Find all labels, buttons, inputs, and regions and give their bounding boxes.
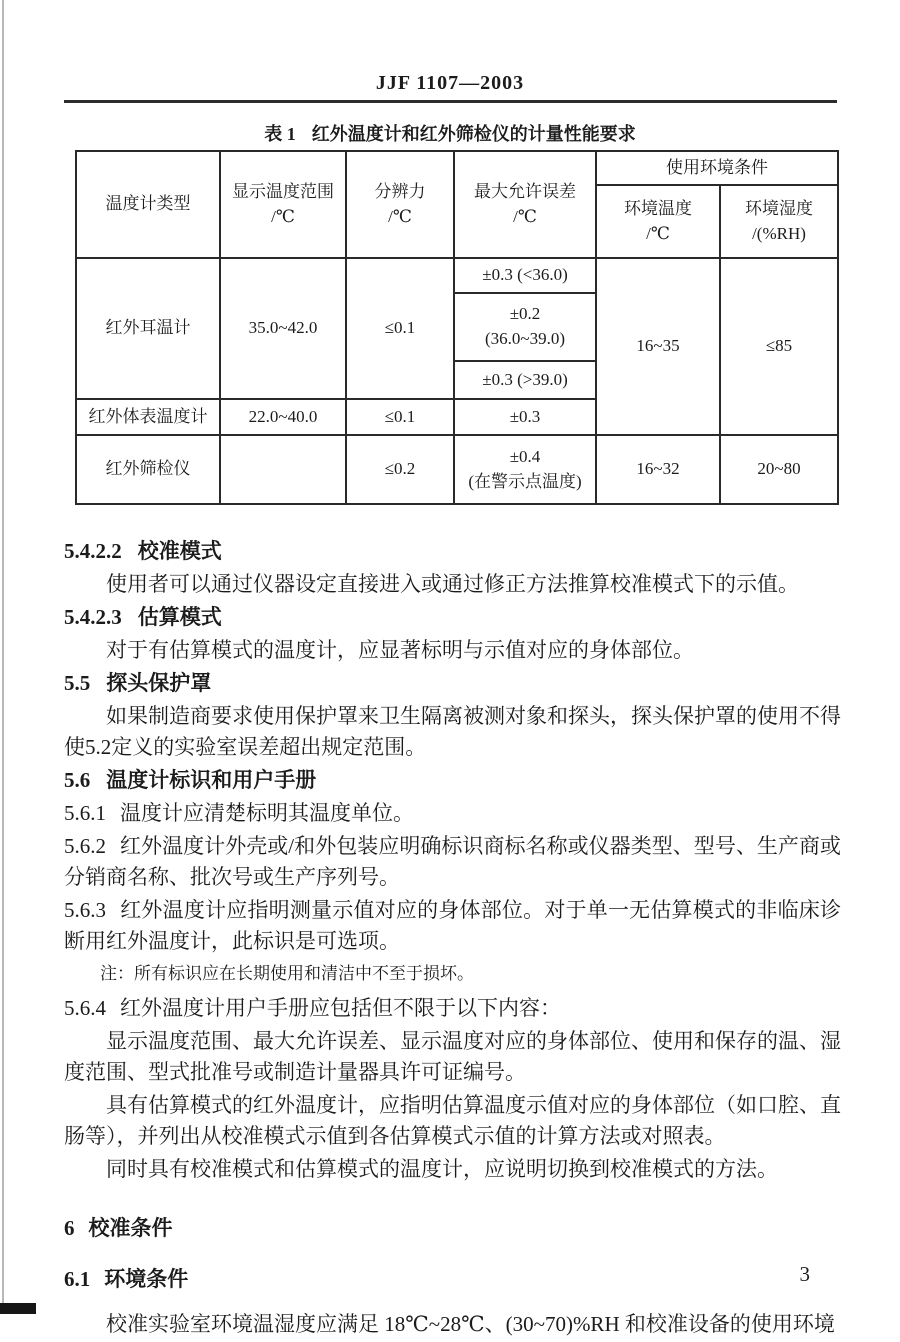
cell-ear-display-range: 35.0~42.0 bbox=[220, 258, 346, 399]
col-header-display-range bbox=[220, 151, 346, 258]
performance-requirements-table bbox=[75, 150, 839, 505]
table-caption-title: 红外温度计和红外筛检仪的计量性能要求 bbox=[311, 124, 636, 144]
clause-5-6-3 bbox=[64, 895, 841, 957]
cell-screening-type: 红外筛检仪 bbox=[76, 435, 220, 504]
note-5-6-3: 注：所有标识应在长期使用和清洁中不至于损坏。 bbox=[100, 964, 474, 983]
col-header-mpe-unit: /℃ bbox=[513, 206, 537, 226]
col-header-resolution bbox=[346, 151, 454, 258]
clause-text: 温度计应清楚标明其温度单位。 bbox=[120, 801, 414, 825]
cell-skin-type: 红外体表温度计 bbox=[76, 399, 220, 435]
heading-number: 5.5 bbox=[64, 671, 91, 695]
scan-corner-mark bbox=[0, 1303, 36, 1314]
cell-skin-display-range: 22.0~40.0 bbox=[220, 399, 346, 435]
cell-screening-display-range bbox=[220, 435, 346, 504]
col-header-env-temp bbox=[596, 185, 720, 258]
scan-edge-line bbox=[2, 0, 4, 1314]
cell-screening-env-humidity: 20~80 bbox=[720, 435, 838, 504]
heading-title: 环境条件 bbox=[104, 1267, 189, 1291]
heading-number: 5.4.2.3 bbox=[64, 605, 122, 629]
clause-text: 红外温度计用户手册应包括但不限于以下内容： bbox=[120, 996, 561, 1020]
paragraph-5-6-4-a: 显示温度范围、最大允许误差、显示温度对应的身体部位、使用和保存的温、湿度范围、型式批准号或制造计量器具许可证编号。 bbox=[64, 1029, 841, 1084]
cell-ear-mpe-below-36: ±0.3 (<36.0) bbox=[454, 258, 596, 293]
cell-screening-mpe-value: ±0.4 bbox=[509, 446, 541, 466]
chapter-6 bbox=[64, 1213, 841, 1244]
col-header-mpe bbox=[454, 151, 596, 258]
cell-screening-resolution: ≤0.2 bbox=[346, 435, 454, 504]
page-number: 3 bbox=[799, 1262, 810, 1286]
cell-ear-resolution: ≤0.1 bbox=[346, 258, 454, 399]
paragraph-5-6-4-c: 同时具有校准模式和估算模式的温度计，应说明切换到校准模式的方法。 bbox=[106, 1157, 778, 1181]
col-header-resolution-unit: /℃ bbox=[388, 206, 412, 226]
col-header-env-temp-line1: 环境温度 bbox=[624, 198, 692, 218]
col-header-type: 温度计类型 bbox=[76, 151, 220, 258]
paragraph-5-5: 如果制造商要求使用保护罩来卫生隔离被测对象和探头，探头保护罩的使用不得使5.2定义的实验室误差超出规定范围。 bbox=[64, 704, 841, 759]
cell-ear-type: 红外耳温计 bbox=[76, 258, 220, 399]
heading-6-1 bbox=[64, 1264, 841, 1295]
heading-number: 6.1 bbox=[64, 1267, 91, 1291]
heading-title: 校准模式 bbox=[137, 539, 222, 563]
heading-title: 温度计标识和用户手册 bbox=[106, 768, 317, 792]
cell-skin-mpe: ±0.3 bbox=[454, 399, 596, 435]
clause-number: 5.6.1 bbox=[64, 801, 106, 825]
col-header-resolution-line1: 分辨力 bbox=[374, 181, 426, 201]
paragraph-5-6-4-b: 具有估算模式的红外温度计，应指明估算温度示值对应的身体部位（如口腔、直肠等），并列出从校准模式示值到各估算模式示值的计算方法或对照表。 bbox=[64, 1093, 841, 1148]
cell-skin-resolution: ≤0.1 bbox=[346, 399, 454, 435]
cell-screening-mpe bbox=[454, 435, 596, 504]
cell-ear-mpe-mid bbox=[454, 293, 596, 361]
cell-screening-mpe-condition: (在警示点温度) bbox=[468, 471, 582, 491]
paragraph-5-4-2-2: 使用者可以通过仪器设定直接进入或通过修正方法推算校准模式下的示值。 bbox=[106, 572, 799, 596]
document-body bbox=[64, 536, 841, 1342]
col-header-env-humidity-line1: 环境湿度 bbox=[745, 198, 813, 218]
table-caption-label: 表 1 bbox=[264, 124, 296, 144]
clause-number: 5.6.2 bbox=[64, 834, 106, 858]
header-rule bbox=[64, 100, 837, 103]
cell-ear-mpe-mid-value: ±0.2 bbox=[509, 304, 541, 324]
clause-5-6-2 bbox=[64, 831, 841, 893]
clause-number: 5.6.3 bbox=[64, 898, 106, 922]
col-header-display-range-unit: /℃ bbox=[271, 206, 295, 226]
clause-text: 红外温度计外壳或/和外包装应明确标识商标名称或仪器类型、型号、生产商或分销商名称、批次号或生产序列号。 bbox=[64, 834, 841, 889]
col-header-env-humidity bbox=[720, 185, 838, 258]
col-header-env-temp-unit: /℃ bbox=[646, 223, 670, 243]
clause-5-6-1 bbox=[64, 798, 841, 829]
paragraph-5-4-2-3: 对于有估算模式的温度计，应显著标明与示值对应的身体部位。 bbox=[106, 638, 694, 662]
col-header-env-conditions: 使用环境条件 bbox=[596, 151, 838, 185]
heading-title: 探头保护罩 bbox=[106, 671, 212, 695]
heading-number: 5.4.2.2 bbox=[64, 539, 122, 563]
col-header-env-humidity-unit: /(%RH) bbox=[752, 223, 806, 243]
cell-ear-skin-env-humidity: ≤85 bbox=[720, 258, 838, 435]
clause-5-6-4 bbox=[64, 993, 841, 1024]
standard-number-header: JJF 1107—2003 bbox=[375, 72, 525, 94]
heading-5-4-2-3 bbox=[64, 602, 841, 633]
heading-5-4-2-2 bbox=[64, 536, 841, 567]
col-header-mpe-line1: 最大允许误差 bbox=[474, 181, 576, 201]
cell-ear-mpe-above-39: ±0.3 (>39.0) bbox=[454, 361, 596, 399]
clause-text: 红外温度计应指明测量示值对应的身体部位。对于单一无估算模式的非临床诊断用红外温度计，此标识是可选项。 bbox=[64, 898, 841, 953]
heading-number: 5.6 bbox=[64, 768, 91, 792]
heading-5-5 bbox=[64, 668, 841, 699]
table-caption bbox=[0, 120, 900, 146]
clause-number: 5.6.4 bbox=[64, 996, 106, 1020]
heading-title: 估算模式 bbox=[137, 605, 222, 629]
chapter-title: 校准条件 bbox=[88, 1216, 173, 1240]
heading-5-6 bbox=[64, 765, 841, 796]
cell-screening-env-temp: 16~32 bbox=[596, 435, 720, 504]
paragraph-6-1: 校准实验室环境温湿度应满足 18℃~28℃、(30~70)%RH 和校准设备的使用环境 bbox=[106, 1312, 835, 1336]
col-header-display-range-line1: 显示温度范围 bbox=[232, 181, 334, 201]
cell-ear-skin-env-temp: 16~35 bbox=[596, 258, 720, 435]
cell-ear-mpe-mid-range: (36.0~39.0) bbox=[484, 329, 566, 348]
chapter-number: 6 bbox=[64, 1216, 75, 1240]
